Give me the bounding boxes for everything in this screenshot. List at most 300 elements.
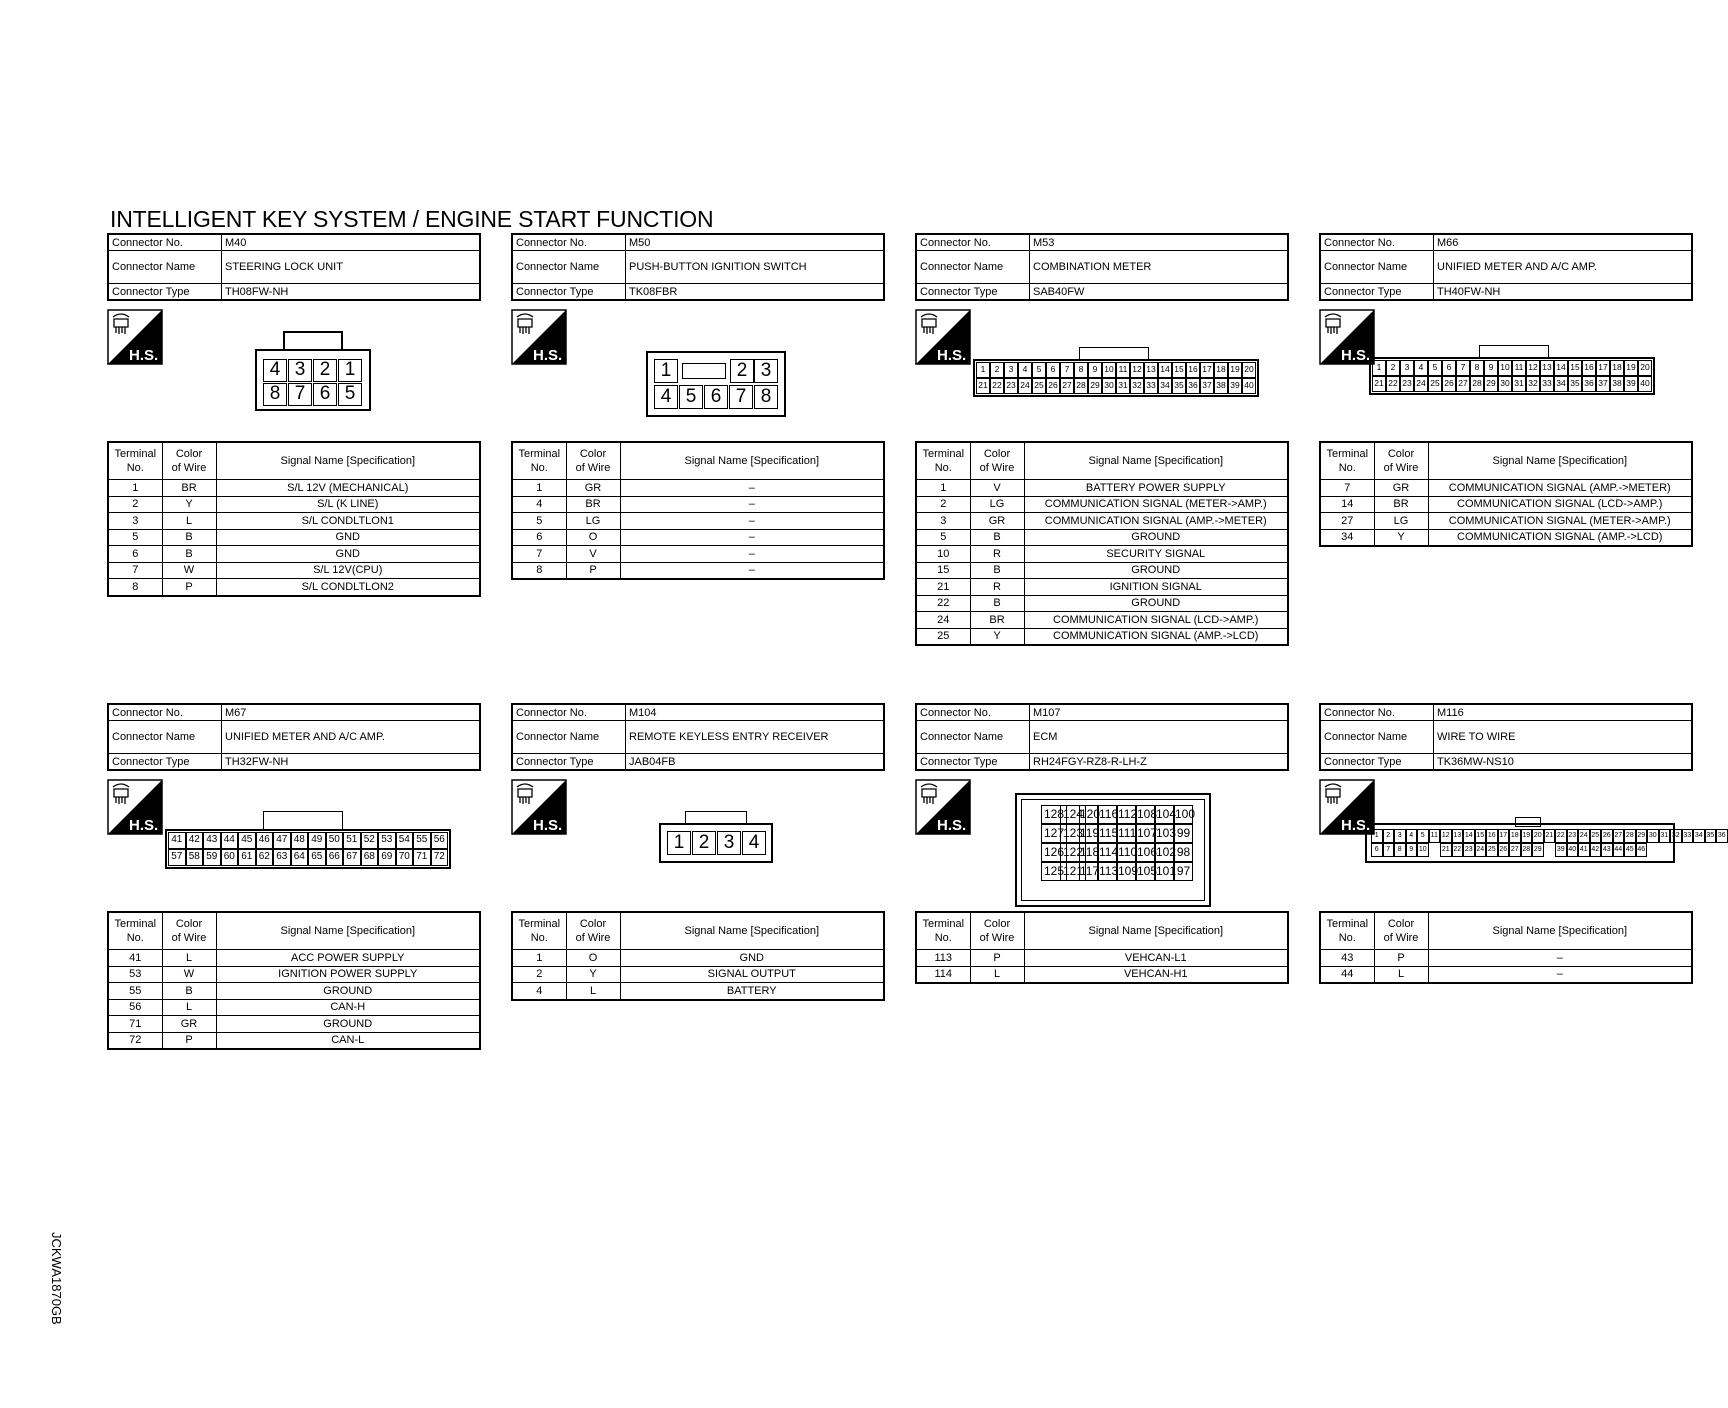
wire-color: B [162, 529, 216, 546]
wire-color-header: Color of Wire [970, 912, 1024, 950]
pin-cell: 4 [1406, 829, 1418, 843]
signal-name: GND [216, 529, 480, 546]
terminal-no: 25 [916, 628, 970, 645]
pin-cell: 28 [1521, 843, 1533, 857]
pin-cell [283, 331, 343, 351]
table-row [916, 966, 1288, 983]
pin-cell: 12 [1440, 829, 1452, 843]
signal-name: – [620, 480, 884, 497]
pin-cell: 29 [1088, 378, 1102, 394]
pin-cell: 69 [378, 849, 396, 866]
pin-cell: 7 [729, 385, 753, 409]
pin-cell: 71 [413, 849, 431, 866]
pin-cell: 33 [1144, 378, 1158, 394]
connector-no-value: M107 [1030, 704, 1289, 721]
pin-cell: 48 [291, 832, 309, 849]
pin-cell: 39 [1228, 378, 1242, 394]
signal-name: COMMUNICATION SIGNAL (AMP.->LCD) [1428, 529, 1692, 546]
signal-name: – [620, 546, 884, 563]
pin-cell: 15 [1475, 829, 1487, 843]
pin-cell: 35 [1705, 829, 1717, 843]
pin-cell: 11 [1512, 360, 1526, 376]
pin-cell: 30 [1647, 829, 1659, 843]
pin-cell: 117 [1079, 862, 1098, 881]
terminal-no: 2 [108, 496, 162, 513]
connector-name-label: Connector Name [512, 721, 626, 754]
connector-name-label: Connector Name [916, 721, 1030, 754]
pin-cell: 124 [1060, 805, 1086, 824]
signal-name: IGNITION POWER SUPPLY [216, 966, 480, 983]
pin-cell: 1 [976, 362, 990, 378]
pin-cell: 41 [1578, 843, 1590, 857]
harness-side-icon [915, 309, 971, 365]
signal-name: – [1428, 966, 1692, 983]
pin-cell: 3 [717, 831, 741, 855]
pin-cell: 115 [1098, 824, 1117, 843]
pin-cell: 31 [1512, 376, 1526, 392]
harness-side-icon [107, 309, 163, 365]
signal-name: BATTERY POWER SUPPLY [1024, 480, 1288, 497]
pin-cell: 34 [1554, 376, 1568, 392]
connector-type-label: Connector Type [512, 754, 626, 771]
pin-cell: 10 [1417, 843, 1429, 857]
pin-cell: 21 [1544, 829, 1556, 843]
pin-cell [1079, 347, 1149, 361]
connector-name-label: Connector Name [1320, 251, 1434, 284]
signal-name: GROUND [216, 1016, 480, 1033]
wire-color: W [162, 562, 216, 579]
signal-name: GROUND [216, 983, 480, 1000]
terminal-no: 41 [108, 950, 162, 967]
wire-color: O [566, 950, 620, 967]
signal-name-header: Signal Name [Specification] [620, 442, 884, 480]
pin-cell: 20 [1242, 362, 1256, 378]
terminal-no: 5 [108, 529, 162, 546]
pin-cell: 57 [168, 849, 186, 866]
pin-cell: 12 [1526, 360, 1540, 376]
harness-side-icon [915, 779, 971, 835]
pin-cell: 4 [1414, 360, 1428, 376]
pin-cell: 26 [1046, 378, 1060, 394]
wire-color: B [162, 983, 216, 1000]
connector-face-diagram [107, 301, 481, 441]
wire-color: GR [970, 513, 1024, 530]
terminal-table [915, 911, 1289, 984]
connector-type-value: TH08FW-NH [222, 284, 481, 301]
terminal-no: 1 [512, 950, 566, 967]
table-row [1320, 529, 1692, 546]
pin-cell: 121 [1060, 862, 1086, 881]
wire-color: O [566, 529, 620, 546]
connector-type-value: TK36MW-NS10 [1434, 754, 1693, 771]
connector-header [1319, 703, 1693, 771]
signal-name: S/L CONDLTLON2 [216, 579, 480, 596]
connector-type-label: Connector Type [916, 284, 1030, 301]
terminal-no: 5 [512, 513, 566, 530]
pin-cell: 21 [1372, 376, 1386, 392]
wire-color: LG [566, 513, 620, 530]
pin-cell: 16 [1486, 829, 1498, 843]
pin-cell: 38 [1610, 376, 1624, 392]
signal-name: VEHCAN-L1 [1024, 950, 1288, 967]
connector-type-label: Connector Type [108, 284, 222, 301]
pin-cell: 3 [1400, 360, 1414, 376]
pin-cell: 3 [288, 359, 312, 382]
pin-cell: 7 [1060, 362, 1074, 378]
signal-name: CAN-H [216, 999, 480, 1016]
pin-cell: 102 [1155, 843, 1174, 862]
pin-cell: 28 [1624, 829, 1636, 843]
table-row [916, 562, 1288, 579]
pin-cell: 42 [1590, 843, 1602, 857]
connector-no-label: Connector No. [108, 234, 222, 251]
signal-name: S/L 12V(CPU) [216, 562, 480, 579]
pin-cell: 100 [1174, 805, 1193, 824]
table-row [1320, 950, 1692, 967]
pin-cell: 29 [1532, 843, 1544, 857]
connector-m116 [1319, 703, 1726, 984]
pin-cell: 6 [704, 385, 728, 409]
table-row [512, 966, 884, 983]
pin-cell: 1 [1371, 829, 1383, 843]
signal-name: GND [620, 950, 884, 967]
wire-color: BR [566, 496, 620, 513]
table-row [1320, 513, 1692, 530]
pin-cell: 72 [431, 849, 449, 866]
terminal-no: 113 [916, 950, 970, 967]
connector-type-label: Connector Type [1320, 284, 1434, 301]
connector-no-label: Connector No. [916, 234, 1030, 251]
pin-cell: 42 [186, 832, 204, 849]
signal-name: VEHCAN-H1 [1024, 966, 1288, 983]
terminal-no-header: Terminal No. [108, 442, 162, 480]
terminal-table [1319, 911, 1693, 984]
wire-color-header: Color of Wire [1374, 442, 1428, 480]
signal-name: COMMUNICATION SIGNAL (LCD->AMP.) [1428, 496, 1692, 513]
terminal-no: 6 [512, 529, 566, 546]
pin-cell: 53 [378, 832, 396, 849]
terminal-no: 43 [1320, 950, 1374, 967]
pin-cell: 68 [361, 849, 379, 866]
pin-cell: 114 [1098, 843, 1117, 862]
table-row [916, 628, 1288, 645]
pin-cell: 109 [1117, 862, 1136, 881]
terminal-no: 22 [916, 595, 970, 612]
connector-header [1319, 233, 1693, 301]
wire-color-header: Color of Wire [162, 442, 216, 480]
connector-m67 [107, 703, 481, 1050]
terminal-table [511, 441, 885, 580]
pin-cell: 31 [1659, 829, 1671, 843]
connector-no-value: M50 [626, 234, 885, 251]
pin-cell: 2 [730, 359, 754, 383]
connector-face-diagram [1319, 301, 1693, 441]
svg-text:H.S.: H.S. [129, 347, 159, 364]
terminal-no: 8 [512, 562, 566, 579]
terminal-no: 24 [916, 612, 970, 629]
pin-cell: 23 [1567, 829, 1579, 843]
pin-cell: 27 [1613, 829, 1625, 843]
pin-cell: 58 [186, 849, 204, 866]
pin-cell: 8 [263, 383, 287, 406]
pin-cell: 13 [1540, 360, 1554, 376]
terminal-no: 7 [512, 546, 566, 563]
wire-color: GR [566, 480, 620, 497]
pin-cell: 3 [1004, 362, 1018, 378]
svg-text:H.S.: H.S. [533, 347, 563, 364]
connector-type-label: Connector Type [512, 284, 626, 301]
connector-type-label: Connector Type [108, 754, 222, 771]
terminal-no: 21 [916, 579, 970, 596]
terminal-table [107, 911, 481, 1050]
connector-no-value: M104 [626, 704, 885, 721]
pin-cell: 120 [1079, 805, 1098, 824]
connector-type-value: JAB04FB [626, 754, 885, 771]
wire-color: B [970, 529, 1024, 546]
pin-cell: 113 [1098, 862, 1117, 881]
connector-header [511, 233, 885, 301]
pin-cell: 4 [654, 385, 678, 409]
pin-cell: 6 [1371, 843, 1383, 857]
connector-no-label: Connector No. [1320, 234, 1434, 251]
pin-cell: 23 [1463, 843, 1475, 857]
signal-name: S/L 12V (MECHANICAL) [216, 480, 480, 497]
pin-cell: 22 [1386, 376, 1400, 392]
pin-cell: 6 [1442, 360, 1456, 376]
pin-cell: 46 [1636, 843, 1648, 857]
table-row [108, 529, 480, 546]
table-row [108, 513, 480, 530]
terminal-no-header: Terminal No. [108, 912, 162, 950]
wire-color: GR [162, 1016, 216, 1033]
connector-header [915, 703, 1289, 771]
page-title: INTELLIGENT KEY SYSTEM / ENGINE START FUNCTION [110, 206, 714, 232]
connector-name-label: Connector Name [1320, 721, 1434, 754]
wire-color: BR [1374, 496, 1428, 513]
wire-color: L [162, 513, 216, 530]
pin-cell: 11 [1429, 829, 1441, 843]
pin-cell: 2 [1383, 829, 1395, 843]
connector-m40 [107, 233, 481, 597]
connector-m50 [511, 233, 885, 580]
pin-cell: 16 [1582, 360, 1596, 376]
pin-cell: 25 [1590, 829, 1602, 843]
connector-face-diagram [511, 301, 885, 441]
table-row [512, 480, 884, 497]
pin-cell: 122 [1060, 843, 1086, 862]
pin-cell: 8 [1074, 362, 1088, 378]
pin-cell: 9 [1088, 362, 1102, 378]
pin-cell: 24 [1475, 843, 1487, 857]
pin-cell: 56 [431, 832, 449, 849]
connector-name-value: ECM [1030, 721, 1289, 754]
pin-cell [682, 363, 726, 379]
pin-cell [263, 811, 343, 831]
table-row [916, 595, 1288, 612]
signal-name: GROUND [1024, 595, 1288, 612]
pin-cell: 7 [1456, 360, 1470, 376]
pin-cell: 44 [1613, 843, 1625, 857]
wire-color: Y [970, 628, 1024, 645]
pin-cell: 65 [308, 849, 326, 866]
connector-header [915, 233, 1289, 301]
connector-no-label: Connector No. [512, 704, 626, 721]
connector-header [107, 233, 481, 301]
wire-color-header: Color of Wire [1374, 912, 1428, 950]
pin-cell: 19 [1521, 829, 1533, 843]
pin-cell: 40 [1567, 843, 1579, 857]
connector-no-value: M67 [222, 704, 481, 721]
pin-cell: 60 [221, 849, 239, 866]
pin-cell: 26 [1601, 829, 1613, 843]
pin-cell: 40 [1242, 378, 1256, 394]
wire-color-header: Color of Wire [566, 442, 620, 480]
pin-cell: 34 [1158, 378, 1172, 394]
table-row [916, 612, 1288, 629]
pin-cell: 101 [1155, 862, 1174, 881]
pin-cell: 21 [976, 378, 990, 394]
pin-cell: 30 [1498, 376, 1512, 392]
connector-name-value: UNIFIED METER AND A/C AMP. [222, 721, 481, 754]
signal-name: GROUND [1024, 562, 1288, 579]
table-row [512, 546, 884, 563]
terminal-no: 53 [108, 966, 162, 983]
signal-name: – [620, 562, 884, 579]
signal-name: COMMUNICATION SIGNAL (LCD->AMP.) [1024, 612, 1288, 629]
pin-cell: 27 [1060, 378, 1074, 394]
pin-cell: 15 [1172, 362, 1186, 378]
connector-m53 [915, 233, 1289, 646]
connector-no-value: M116 [1434, 704, 1693, 721]
pin-cell: 98 [1174, 843, 1193, 862]
pin-cell: 51 [343, 832, 361, 849]
pin-cell [1515, 817, 1541, 827]
signal-name: ACC POWER SUPPLY [216, 950, 480, 967]
pin-cell: 11 [1116, 362, 1130, 378]
pin-cell: 67 [343, 849, 361, 866]
pin-cell: 14 [1463, 829, 1475, 843]
pin-cell: 64 [291, 849, 309, 866]
terminal-no: 7 [1320, 480, 1374, 497]
pin-cell: 112 [1117, 805, 1136, 824]
pin-cell: 55 [413, 832, 431, 849]
terminal-no: 2 [916, 496, 970, 513]
signal-name-header: Signal Name [Specification] [216, 912, 480, 950]
pin-cell: 123 [1060, 824, 1086, 843]
terminal-no: 2 [512, 966, 566, 983]
pin-cell: 1 [338, 359, 362, 382]
table-row [512, 983, 884, 1000]
pin-cell: 40 [1638, 376, 1652, 392]
pin-cell: 22 [990, 378, 1004, 394]
pin-cell: 43 [203, 832, 221, 849]
pin-cell: 127 [1041, 824, 1067, 843]
wire-color: P [1374, 950, 1428, 967]
pin-cell: 10 [1498, 360, 1512, 376]
pin-cell: 38 [1214, 378, 1228, 394]
terminal-no: 6 [108, 546, 162, 563]
pin-cell: 19 [1624, 360, 1638, 376]
harness-side-icon [511, 779, 567, 835]
terminal-no-header: Terminal No. [916, 912, 970, 950]
terminal-table [1319, 441, 1693, 547]
connector-no-value: M53 [1030, 234, 1289, 251]
pin-cell: 27 [1456, 376, 1470, 392]
wire-color: V [970, 480, 1024, 497]
signal-name-header: Signal Name [Specification] [620, 912, 884, 950]
pin-cell: 26 [1498, 843, 1510, 857]
pin-cell: 22 [1555, 829, 1567, 843]
signal-name-header: Signal Name [Specification] [1024, 442, 1288, 480]
pin-cell: 13 [1452, 829, 1464, 843]
pin-cell: 9 [1484, 360, 1498, 376]
signal-name: – [620, 513, 884, 530]
wire-color: B [162, 546, 216, 563]
pin-cell: 4 [1018, 362, 1032, 378]
signal-name: COMMUNICATION SIGNAL (METER->AMP.) [1024, 496, 1288, 513]
wire-color-header: Color of Wire [566, 912, 620, 950]
terminal-no-header: Terminal No. [1320, 442, 1374, 480]
connector-m107 [915, 703, 1289, 984]
terminal-table [511, 911, 885, 1001]
pin-cell: 36 [1582, 376, 1596, 392]
terminal-no: 10 [916, 546, 970, 563]
pin-cell: 70 [396, 849, 414, 866]
wire-color: R [970, 546, 1024, 563]
pin-cell: 104 [1155, 805, 1174, 824]
wire-color: BR [162, 480, 216, 497]
connector-face-diagram [915, 301, 1289, 441]
connector-type-value: TH32FW-NH [222, 754, 481, 771]
pin-cell: 37 [1200, 378, 1214, 394]
pin-cell: 49 [308, 832, 326, 849]
pin-cell: 45 [238, 832, 256, 849]
pin-cell: 106 [1136, 843, 1155, 862]
pin-cell: 126 [1041, 843, 1067, 862]
pin-cell: 7 [288, 383, 312, 406]
terminal-no-header: Terminal No. [512, 912, 566, 950]
terminal-table [915, 441, 1289, 646]
terminal-no: 4 [512, 496, 566, 513]
pin-cell: 2 [692, 831, 716, 855]
terminal-no-header: Terminal No. [1320, 912, 1374, 950]
wire-color: W [162, 966, 216, 983]
svg-text:H.S.: H.S. [533, 817, 563, 834]
pin-cell: 31 [1116, 378, 1130, 394]
pin-cell [1479, 345, 1549, 359]
connector-type-label: Connector Type [916, 754, 1030, 771]
pin-cell: 39 [1624, 376, 1638, 392]
pin-cell: 26 [1442, 376, 1456, 392]
pin-cell: 2 [1386, 360, 1400, 376]
pin-cell: 4 [742, 831, 766, 855]
wire-color: P [162, 1032, 216, 1049]
terminal-no: 1 [108, 480, 162, 497]
terminal-table [107, 441, 481, 597]
wire-color: GR [1374, 480, 1428, 497]
pin-cell: 32 [1670, 829, 1682, 843]
pin-cell: 108 [1136, 805, 1155, 824]
connector-name-value: STEERING LOCK UNIT [222, 251, 481, 284]
wire-color: L [162, 950, 216, 967]
pin-cell: 9 [1406, 843, 1418, 857]
connector-m104 [511, 703, 885, 1001]
pin-cell: 6 [313, 383, 337, 406]
connector-name-label: Connector Name [108, 721, 222, 754]
pin-cell: 4 [263, 359, 287, 382]
table-row [108, 966, 480, 983]
pin-cell: 17 [1200, 362, 1214, 378]
